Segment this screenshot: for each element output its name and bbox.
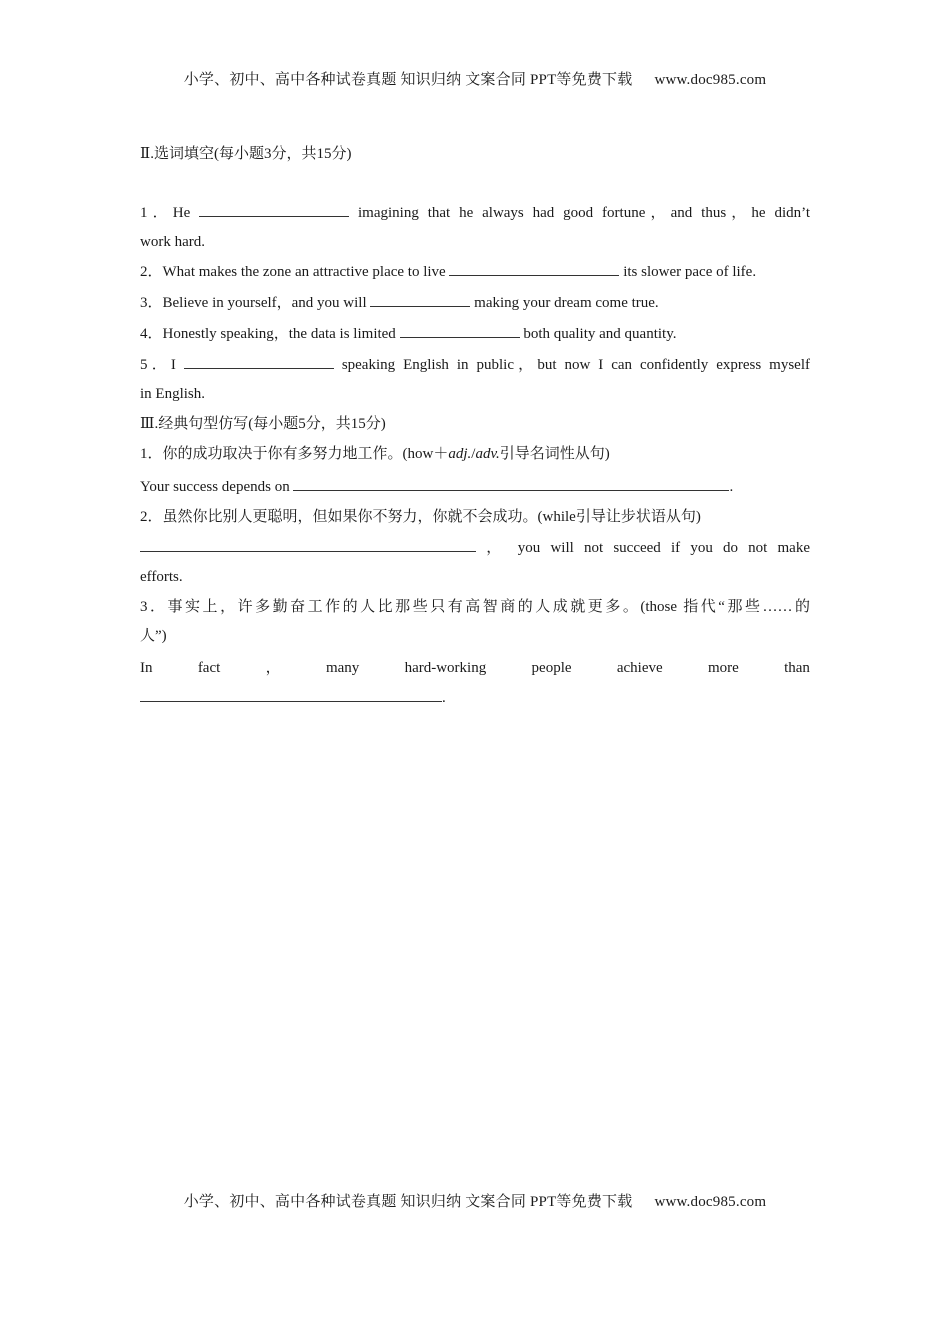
question-number: 5． <box>140 357 171 373</box>
question-number: 2． <box>140 509 163 525</box>
question-prompt-italic: adj. <box>448 446 472 462</box>
answer-word: ， <box>265 660 281 676</box>
s2-question-4 <box>140 324 810 344</box>
question-prompt: 你的成功取决于你有多努力地工作。(how＋ <box>162 446 449 462</box>
answer-word: people <box>531 660 572 676</box>
answer-blank[interactable] <box>293 477 729 491</box>
answer-word: fact <box>197 660 221 676</box>
question-text: speaking English in public，but now I can confidently express myself <box>341 357 811 373</box>
section-3-note: (每小题5分，共15分) <box>248 416 386 432</box>
answer-blank[interactable] <box>449 262 619 276</box>
section-2-title: 选词填空 <box>153 144 214 162</box>
s3-question-1-prompt <box>140 444 810 464</box>
answer-word: than <box>784 660 810 676</box>
question-prompt: 虽然你比别人更聪明，但如果你不努力，你就不会成功。(while引导让步状语从句) <box>162 509 701 525</box>
question-text: Believe in yourself，and you will <box>162 295 367 311</box>
section-3-title: 经典句型仿写 <box>158 414 249 432</box>
answer-word: hard-working <box>404 660 487 676</box>
question-number: 3． <box>140 295 163 311</box>
page-footer <box>0 1190 950 1211</box>
question-text: its slower pace of life. <box>623 264 757 280</box>
question-text: Honestly speaking，the data is limited <box>162 326 396 342</box>
answer-blank[interactable] <box>199 203 349 217</box>
footer-url: www.doc985.com <box>654 1194 767 1210</box>
question-text: making your dream come true. <box>474 295 659 311</box>
s3-question-3-prompt <box>140 597 810 617</box>
section-2-numeral: Ⅱ. <box>140 146 154 162</box>
answer-blank[interactable] <box>140 538 476 552</box>
question-number: 2． <box>140 264 163 280</box>
section-3-numeral: Ⅲ. <box>140 416 159 432</box>
s3-question-2-prompt <box>140 507 810 527</box>
s2-question-2 <box>140 262 810 282</box>
s3-question-3-prompt-cont: 人”) <box>140 628 167 644</box>
question-number: 3． <box>140 599 168 615</box>
s2-question-5 <box>140 355 810 375</box>
answer-word: achieve <box>616 660 663 676</box>
question-text: I <box>170 357 176 373</box>
s2-question-1-cont: work hard. <box>140 234 205 250</box>
question-prompt: / <box>471 446 476 462</box>
answer-blank[interactable] <box>140 688 442 702</box>
answer-blank[interactable] <box>370 293 470 307</box>
s2-question-1 <box>140 203 810 223</box>
answer-word: In <box>140 660 153 676</box>
header-text: 小学、初中、高中各种试卷真题 知识归纳 文案合同 PPT等免费下载 <box>183 72 633 88</box>
answer-blank[interactable] <box>400 324 520 338</box>
section-3-heading <box>140 413 810 434</box>
answer-end: ， you will not succeed if you do not make <box>486 540 810 556</box>
question-text: He <box>172 205 191 221</box>
question-prompt: 引导名词性从句) <box>499 446 610 462</box>
answer-end: . <box>729 479 734 495</box>
s2-question-5-cont: in English. <box>140 386 206 402</box>
s3-question-3-answer <box>140 658 810 678</box>
footer-text: 小学、初中、高中各种试卷真题 知识归纳 文案合同 PPT等免费下载 <box>183 1194 633 1210</box>
answer-word: more <box>707 660 739 676</box>
question-number: 4． <box>140 326 163 342</box>
s3-question-1-answer <box>140 477 810 497</box>
question-text: What makes the zone an attractive place to live <box>162 264 446 280</box>
answer-word: many <box>325 660 360 676</box>
question-number: 1． <box>140 205 173 221</box>
question-text: imagining that he always had good fortune，and thus，he didn’t <box>358 205 810 221</box>
answer-blank[interactable] <box>184 355 334 369</box>
s3-question-2-cont: efforts. <box>140 569 183 585</box>
question-number: 1． <box>140 446 163 462</box>
answer-lead: Your success depends on <box>140 479 290 495</box>
header-url: www.doc985.com <box>654 72 767 88</box>
question-text: both quality and quantity. <box>523 326 677 342</box>
s2-question-3 <box>140 293 810 313</box>
question-prompt: 事实上，许多勤奋工作的人比那些只有高智商的人成就更多。(those 指代“那些……的 <box>167 599 810 615</box>
page-header <box>0 68 950 89</box>
question-prompt-italic: adv. <box>475 446 500 462</box>
s3-question-3-answer-cont <box>140 688 810 708</box>
section-2-note: (每小题3分，共15分) <box>213 146 352 162</box>
s3-question-2-answer <box>140 538 810 558</box>
section-2-heading <box>140 143 810 164</box>
answer-end: . <box>442 690 446 706</box>
